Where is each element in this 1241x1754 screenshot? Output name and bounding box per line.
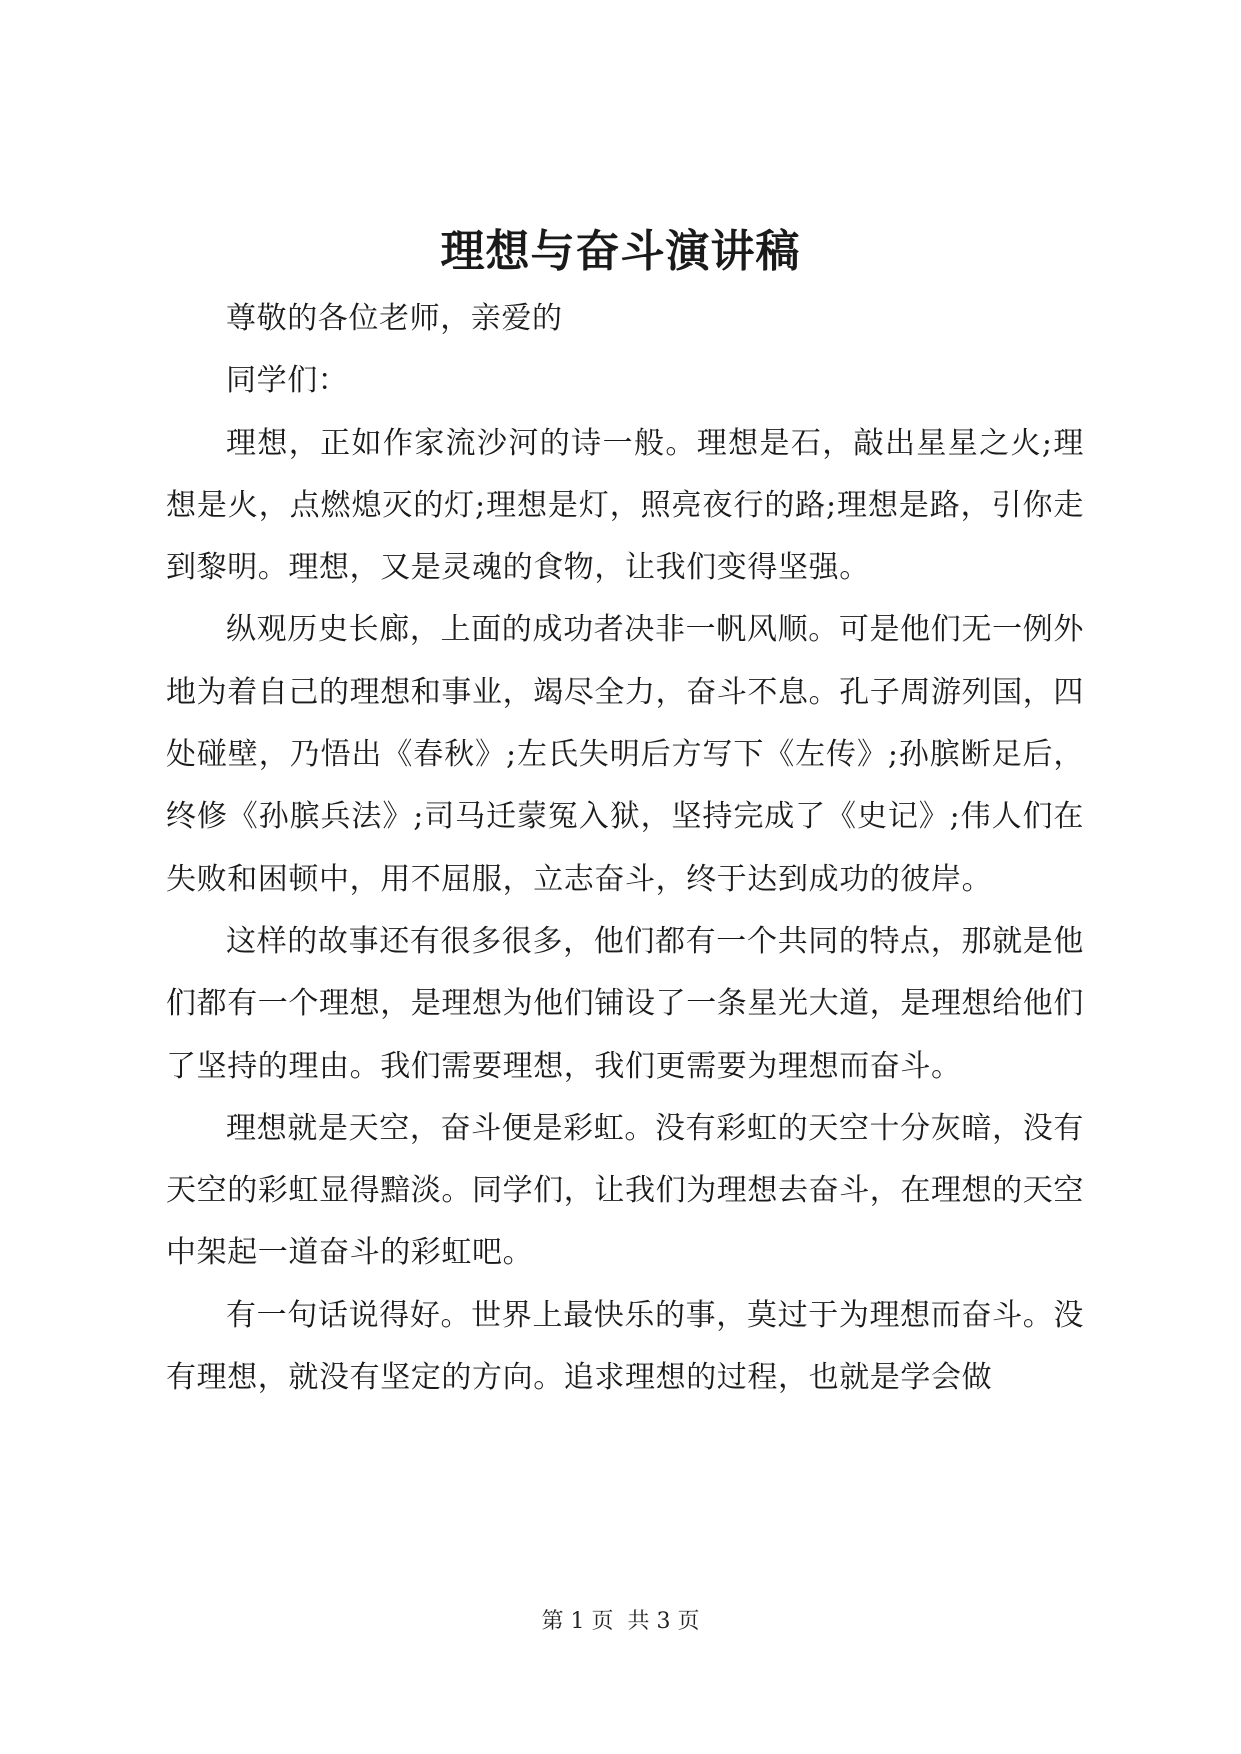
paragraph: 这样的故事还有很多很多，他们都有一个共同的特点，那就是他们都有一个理想，是理想为他们铺设了一条星光大道，是理想给他们了坚持的理由。我们需要理想，我们更需要为理想而奋斗。 <box>166 923 1084 1084</box>
document-title: 理想与奋斗演讲稿 <box>440 226 801 277</box>
paragraph: 纵观历史长廊，上面的成功者决非一帆风顺。可是他们无一例外地为着自己的理想和事业，竭尽全力，奋斗不息。孔子周游列国，四处碰壁，乃悟出《春秋》;左氏失明后方写下《左传》;孙膑断足后，终修《孙膑兵法》;司马迁蒙冤入狱，坚持完成了《史记》;伟人们在失败和困顿中，用不屈服，立志奋斗，终于达到成功的彼岸。 <box>166 612 1084 897</box>
paragraph: 有一句话说得好。世界上最快乐的事，莫过于为理想而奋斗。没有理想，就没有坚定的方向。追求理想的过程，也就是学会做 <box>166 1297 1084 1396</box>
paragraph-greeting-continued: 同学们： <box>226 363 349 399</box>
document-body <box>166 288 1084 1409</box>
paragraph: 理想就是天空，奋斗便是彩虹。没有彩虹的天空十分灰暗，没有天空的彩虹显得黯淡。同学们，让我们为理想去奋斗，在理想的天空中架起一道奋斗的彩虹吧。 <box>166 1110 1084 1271</box>
paragraph-greeting: 尊敬的各位老师，亲爱的 <box>226 301 563 336</box>
page-number-footer: 第 1 页 共 3 页 <box>541 1609 700 1634</box>
paragraph: 理想，正如作家流沙河的诗一般。理想是石，敲出星星之火;理想是火，点燃熄灭的灯;理想是灯，照亮夜行的路;理想是路，引你走到黎明。理想，又是灵魂的食物，让我们变得坚强。 <box>166 425 1084 586</box>
